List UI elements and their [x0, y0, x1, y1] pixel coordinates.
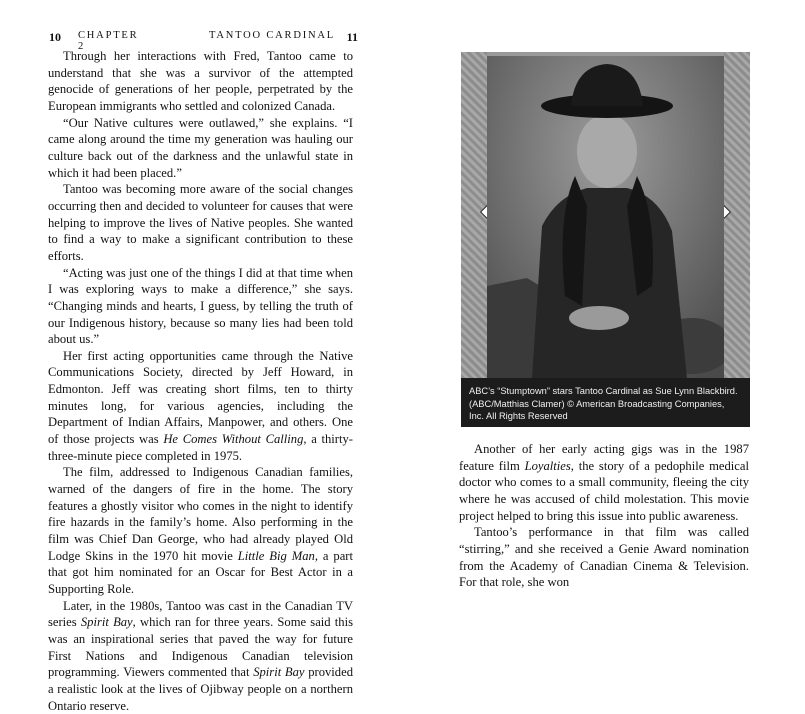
page-number-right: 11	[346, 30, 358, 44]
paragraph: Another of her early acting gigs was in the 1987 feature film Loyalties, the story of a pedophile medical doctor who comes to a small community, fleeing the city where he was accused of child molestation. This movie project helped to bring this issue into public awareness.	[459, 442, 749, 523]
photo-caption: ABC’s “Stumptown” stars Tantoo Cardinal as Sue Lynn Blackbird. (ABC/Matthias Clamer) © American Broadcasting Companies, Inc. All Rights Reserved	[469, 386, 738, 421]
paragraph: Tantoo’s performance in that film was called “stirring,” and she received a Genie Award nomination from the Academy of Canadian Cinema & Television. For that role, she won	[459, 525, 749, 590]
film-title: Loyalties	[524, 458, 571, 473]
paragraph: Later, in the 1980s, Tantoo was cast in the Canadian TV series Spirit Bay, which ran for three years. Some said this was an inspirational series that paved the way for future First Nations and Indigenous Canadian television programming. Viewers commented that Spirit Bay provided a realistic look at the lives of Ojibway people on a northern Ontario reserve.	[48, 598, 353, 713]
paragraph: Through her interactions with Fred, Tantoo came to understand that she was a survivor of the attempted genocide of generations of her people, perpetrated by the European immigrants who settled and colonized Canada.	[48, 49, 353, 113]
hands	[569, 306, 629, 330]
left-page	[0, 0, 402, 713]
portrait-illustration	[487, 56, 724, 378]
portrait-photo	[487, 56, 724, 378]
paragraph: Tantoo was becoming more aware of the social changes occurring then and decided to volunteer for causes that were helping to improve the lives of Native peoples. She wanted to find a way to make a significant contribution to these efforts.	[48, 182, 353, 263]
film-title: Little Big Man	[237, 548, 315, 563]
paragraph: “Our Native cultures were outlawed,” she explains. “I came along around the time my generation was hauling our culture back out of the darkness and the unlawful state in which it had been placed.”	[48, 115, 353, 180]
left-body-text	[48, 48, 353, 714]
right-body-text	[459, 441, 749, 591]
paragraph: Her first acting opportunities came through the Native Communications Society, directed by Jeff Howard, in Edmonton. Jeff was creating short films, ten to thirty minutes long, for various agencies, including the Department of Indian Affairs, Manpower, and others. One of those projects was He Comes Without Calling, a thirty-three-minute piece completed in 1975.	[48, 348, 353, 463]
series-title: Spirit Bay	[80, 615, 133, 630]
photo-frame	[461, 52, 750, 427]
coat	[532, 188, 687, 378]
chapter-label: CHAPTER 2	[78, 30, 139, 52]
book-subject-label: TANTOO CARDINAL	[208, 30, 335, 41]
series-title: Spirit Bay	[253, 665, 305, 680]
caption-box	[461, 378, 750, 427]
film-title: He Comes Without Calling	[163, 432, 304, 447]
paragraph: The film, addressed to Indigenous Canadian families, warned of the dangers of fire in the home. The story features a ghostly visitor who comes in the night to identify fire hazards in the family’s home. Also performing in the film was Chief Dan George, who had already played Old Lodge Skins in the 1970 hit movie Little Big Man, a part that got him nominated for an Oscar for Best Actor in a Supporting Role.	[48, 465, 353, 596]
face	[577, 114, 637, 188]
page-number-left: 10	[49, 30, 61, 44]
paragraph: “Acting was just one of the things I did at that time when I was exploring ways to make a difference,” she says. “Changing minds and hearts, I guess, by telling the truth of our Indigenous history, because so many lies had been told about us.”	[48, 265, 353, 347]
